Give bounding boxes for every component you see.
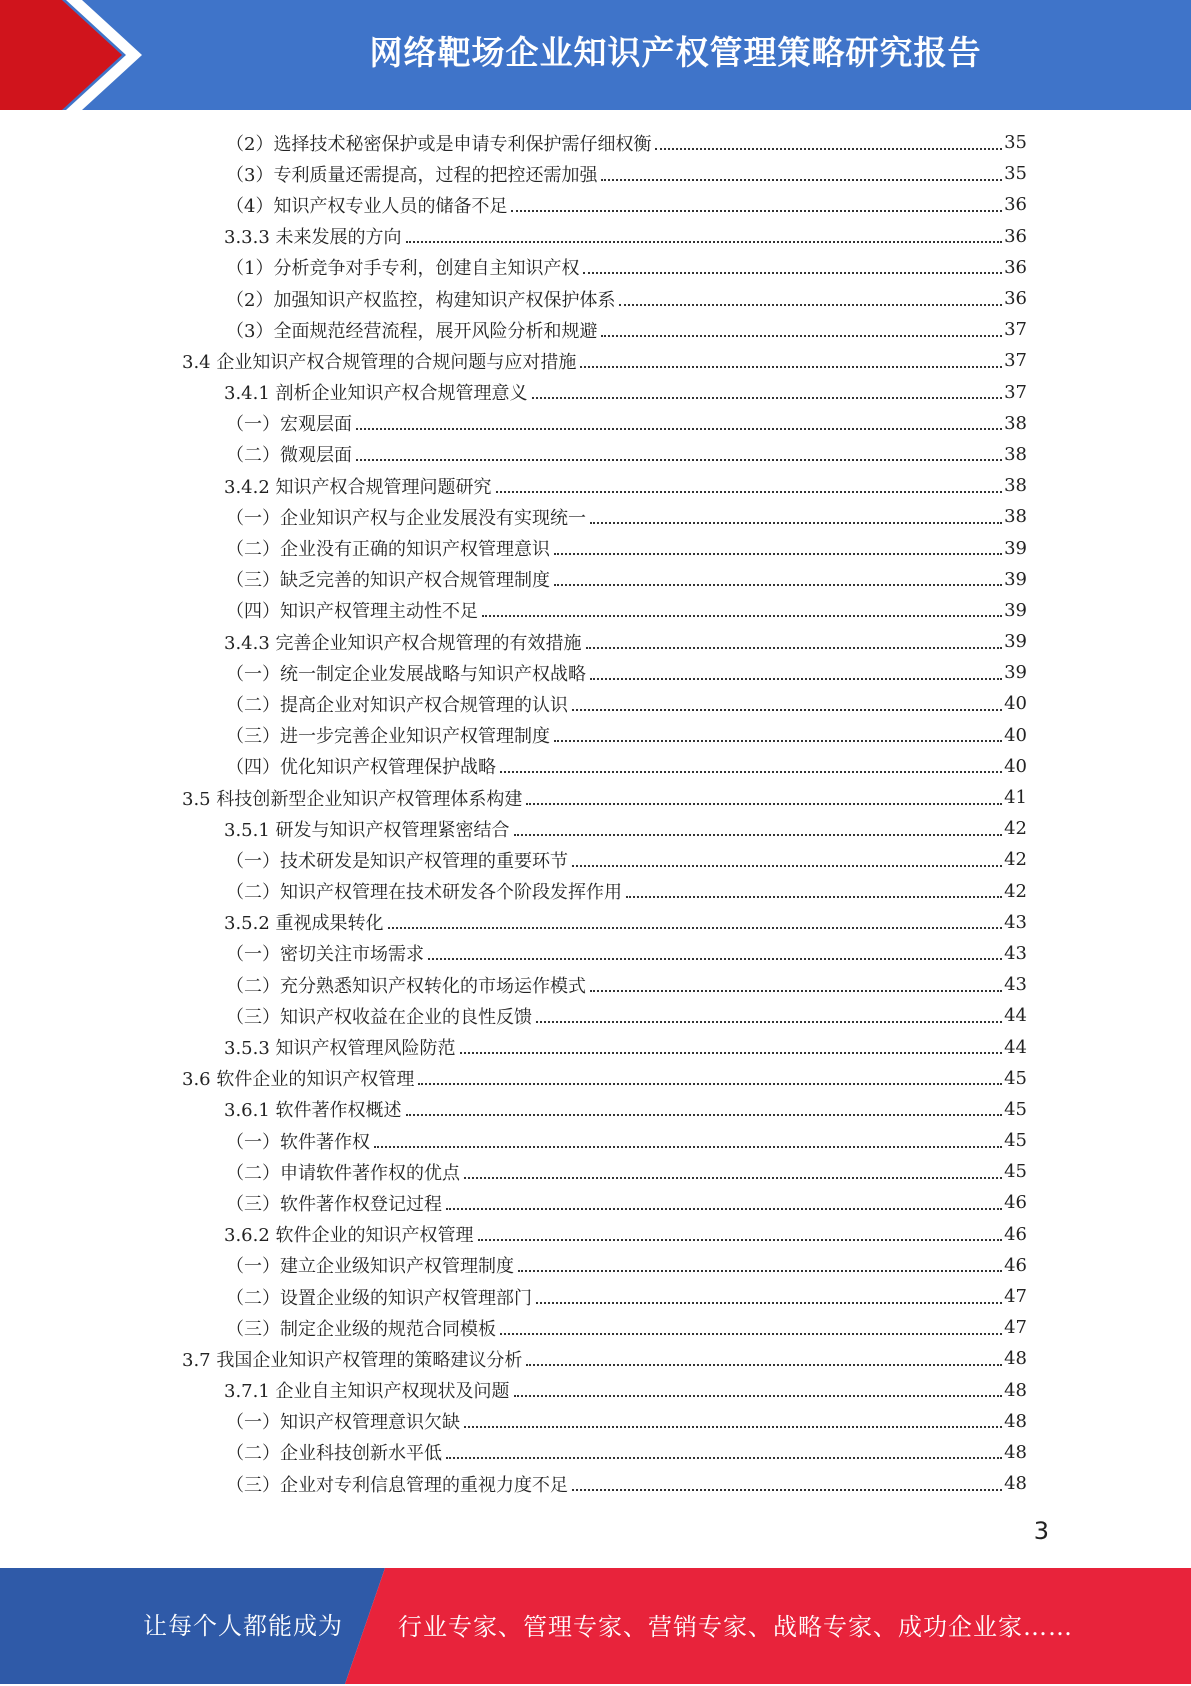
toc-entry-title: 3.4 企业知识产权合规管理的合规问题与应对措施 [182, 351, 577, 373]
toc-dot-leader [518, 1270, 1002, 1272]
toc-entry[interactable] [0, 408, 1027, 439]
toc-entry-title: （3）专利质量还需提高，过程的把控还需加强 [226, 164, 598, 186]
chevron-red-shape [0, 0, 122, 110]
toc-dot-leader [356, 459, 1002, 461]
toc-entry-title: （4）知识产权专业人员的储备不足 [226, 195, 508, 217]
toc-entry-page: 47 [1004, 1286, 1027, 1308]
toc-entry-page: 39 [1004, 568, 1027, 590]
toc-entry[interactable] [0, 907, 1027, 938]
toc-entry-page: 40 [1004, 724, 1027, 746]
toc-dot-leader [406, 241, 1003, 243]
toc-entry[interactable] [0, 969, 1027, 1000]
toc-entry-title: （一）企业知识产权与企业发展没有实现统一 [226, 507, 586, 529]
toc-entry-title: （三）缺乏完善的知识产权合规管理制度 [226, 570, 550, 592]
toc-entry-page: 39 [1004, 631, 1027, 653]
toc-entry-page: 40 [1004, 693, 1027, 715]
toc-dot-leader [428, 958, 1002, 960]
toc-entry-title: （四）知识产权管理主动性不足 [226, 601, 478, 623]
toc-entry[interactable] [0, 1250, 1027, 1281]
toc-entry[interactable] [0, 377, 1027, 408]
toc-dot-leader [590, 990, 1002, 992]
toc-entry-page: 41 [1004, 787, 1027, 809]
toc-dot-leader [388, 927, 1003, 929]
toc-dot-leader [572, 865, 1002, 867]
toc-entry-title: （一）知识产权管理意识欠缺 [226, 1412, 460, 1434]
toc-entry-title: （2）加强知识产权监控，构建知识产权保护体系 [226, 289, 616, 311]
toc-entry-page: 36 [1004, 225, 1027, 247]
toc-entry[interactable] [0, 470, 1027, 501]
toc-dot-leader [526, 1364, 1002, 1366]
toc-entry[interactable] [0, 1406, 1027, 1437]
toc-entry[interactable] [0, 938, 1027, 969]
toc-dot-leader [536, 1302, 1002, 1304]
toc-entry[interactable] [0, 595, 1027, 626]
toc-entry-page: 45 [1004, 1161, 1027, 1183]
toc-entry[interactable] [0, 782, 1027, 813]
toc-entry[interactable] [0, 1000, 1027, 1031]
toc-entry-title: （1）分析竞争对手专利，创建自主知识产权 [226, 258, 580, 280]
toc-entry-page: 42 [1004, 849, 1027, 871]
toc-entry-title: （一）密切关注市场需求 [226, 944, 424, 966]
footer-banner [0, 1568, 1191, 1684]
toc-entry-title: （三）进一步完善企业知识产权管理制度 [226, 726, 550, 748]
toc-entry[interactable] [0, 1343, 1027, 1374]
toc-entry[interactable] [0, 1063, 1027, 1094]
toc-entry-page: 48 [1004, 1379, 1027, 1401]
toc-entry-page: 43 [1004, 911, 1027, 933]
toc-entry[interactable] [0, 813, 1027, 844]
toc-entry-page: 44 [1004, 1036, 1027, 1058]
page-number: 3 [1033, 1517, 1049, 1545]
footer-slogan-left: 让每个人都能成为 [143, 1612, 343, 1640]
toc-dot-leader [511, 210, 1002, 212]
toc-entry[interactable] [0, 252, 1027, 283]
toc-entry-page: 40 [1004, 755, 1027, 777]
toc-entry-page: 48 [1004, 1410, 1027, 1432]
toc-entry-page: 38 [1004, 443, 1027, 465]
toc-entry[interactable] [0, 564, 1027, 595]
table-of-contents [0, 127, 1191, 1499]
toc-entry[interactable] [0, 688, 1027, 719]
toc-entry[interactable] [0, 345, 1027, 376]
toc-entry-title: （3）全面规范经营流程，展开风险分析和规避 [226, 320, 598, 342]
header-banner [0, 0, 1191, 110]
toc-dot-leader [554, 584, 1002, 586]
toc-entry-page: 35 [1004, 163, 1027, 185]
toc-entry[interactable] [0, 844, 1027, 875]
toc-dot-leader [626, 896, 1002, 898]
toc-dot-leader [374, 1146, 1002, 1148]
toc-dot-leader [482, 615, 1002, 617]
toc-dot-leader [500, 771, 1002, 773]
toc-entry[interactable] [0, 1281, 1027, 1312]
toc-dot-leader [500, 1333, 1002, 1335]
footer-slogan-right: 行业专家、管理专家、营销专家、战略专家、成功企业家…… [398, 1613, 1073, 1641]
toc-entry-title: （二）充分熟悉知识产权转化的市场运作模式 [226, 975, 586, 997]
toc-dot-leader [601, 179, 1002, 181]
toc-entry-title: 3.5.1 研发与知识产权管理紧密结合 [224, 819, 510, 841]
toc-dot-leader [464, 1426, 1002, 1428]
toc-entry[interactable] [0, 1312, 1027, 1343]
toc-entry-title: 3.4.3 完善企业知识产权合规管理的有效措施 [224, 632, 582, 654]
toc-entry[interactable] [0, 1219, 1027, 1250]
toc-dot-leader [446, 1208, 1002, 1210]
toc-entry[interactable] [0, 1094, 1027, 1125]
toc-entry[interactable] [0, 127, 1027, 158]
toc-entry-page: 46 [1004, 1254, 1027, 1276]
toc-entry[interactable] [0, 1375, 1027, 1406]
toc-entry-title: （一）软件著作权 [226, 1131, 370, 1153]
toc-entry-page: 45 [1004, 1130, 1027, 1152]
toc-entry-title: 3.6.1 软件著作权概述 [224, 1100, 402, 1122]
toc-entry-page: 47 [1004, 1317, 1027, 1339]
toc-entry-page: 48 [1004, 1473, 1027, 1495]
toc-dot-leader [446, 1457, 1002, 1459]
toc-entry[interactable] [0, 1156, 1027, 1187]
toc-entry-title: （二）企业没有正确的知识产权管理意识 [226, 539, 550, 561]
toc-dot-leader [514, 834, 1003, 836]
toc-dot-leader [356, 428, 1002, 430]
toc-entry-page: 37 [1004, 350, 1027, 372]
toc-entry-page: 37 [1004, 319, 1027, 341]
toc-entry-page: 36 [1004, 256, 1027, 278]
toc-entry-title: （二）企业科技创新水平低 [226, 1443, 442, 1465]
toc-dot-leader [655, 148, 1002, 150]
toc-entry-title: （2）选择技术秘密保护或是申请专利保护需仔细权衡 [226, 133, 652, 155]
toc-entry-title: 3.4.1 剖析企业知识产权合规管理意义 [224, 383, 528, 405]
toc-entry-page: 46 [1004, 1192, 1027, 1214]
toc-entry-title: （三）企业对专利信息管理的重视力度不足 [226, 1474, 568, 1496]
toc-dot-leader [601, 335, 1002, 337]
toc-entry-title: 3.7.1 企业自主知识产权现状及问题 [224, 1381, 510, 1403]
toc-entry-title: （二）申请软件著作权的优点 [226, 1162, 460, 1184]
toc-entry[interactable] [0, 283, 1027, 314]
toc-entry[interactable] [0, 439, 1027, 470]
toc-entry[interactable] [0, 189, 1027, 220]
toc-entry-title: （二）设置企业级的知识产权管理部门 [226, 1287, 532, 1309]
toc-entry[interactable] [0, 501, 1027, 532]
toc-entry-title: 3.6 软件企业的知识产权管理 [182, 1069, 415, 1091]
toc-dot-leader [496, 491, 1003, 493]
toc-entry-page: 39 [1004, 537, 1027, 559]
toc-entry-page: 37 [1004, 381, 1027, 403]
toc-entry-title: 3.4.2 知识产权合规管理问题研究 [224, 476, 492, 498]
toc-dot-leader [619, 304, 1002, 306]
toc-entry-page: 35 [1004, 132, 1027, 154]
toc-entry[interactable] [0, 1187, 1027, 1218]
toc-dot-leader [478, 1239, 1003, 1241]
toc-entry[interactable] [0, 532, 1027, 563]
toc-entry-page: 39 [1004, 599, 1027, 621]
report-title: 网络靶场企业知识产权管理策略研究报告 [369, 33, 982, 72]
toc-entry-title: （三）软件著作权登记过程 [226, 1193, 442, 1215]
toc-entry[interactable] [0, 751, 1027, 782]
toc-entry[interactable] [0, 1437, 1027, 1468]
toc-dot-leader [590, 678, 1002, 680]
toc-entry-page: 46 [1004, 1223, 1027, 1245]
toc-entry-title: 3.3.3 未来发展的方向 [224, 227, 402, 249]
toc-entry-title: （二）知识产权管理在技术研发各个阶段发挥作用 [226, 882, 622, 904]
toc-dot-leader [406, 1114, 1003, 1116]
toc-entry-title: （一）统一制定企业发展战略与知识产权战略 [226, 663, 586, 685]
toc-entry-title: 3.5.3 知识产权管理风险防范 [224, 1038, 456, 1060]
toc-entry[interactable] [0, 1468, 1027, 1499]
toc-dot-leader [586, 647, 1003, 649]
toc-entry-page: 44 [1004, 1005, 1027, 1027]
toc-entry-title: 3.6.2 软件企业的知识产权管理 [224, 1225, 474, 1247]
toc-entry-page: 39 [1004, 662, 1027, 684]
toc-dot-leader [554, 740, 1002, 742]
toc-entry-title: 3.5 科技创新型企业知识产权管理体系构建 [182, 788, 523, 810]
toc-entry-page: 43 [1004, 974, 1027, 996]
toc-entry-title: （一）技术研发是知识产权管理的重要环节 [226, 850, 568, 872]
chevron-logo-icon [0, 0, 160, 110]
toc-entry-title: （一）建立企业级知识产权管理制度 [226, 1256, 514, 1278]
toc-entry-title: 3.7 我国企业知识产权管理的策略建议分析 [182, 1349, 523, 1371]
toc-entry-title: （三）制定企业级的规范合同模板 [226, 1318, 496, 1340]
toc-entry-page: 36 [1004, 194, 1027, 216]
toc-dot-leader [460, 1052, 1003, 1054]
toc-dot-leader [514, 1395, 1003, 1397]
toc-entry[interactable] [0, 221, 1027, 252]
toc-dot-leader [572, 709, 1002, 711]
toc-dot-leader [536, 1021, 1002, 1023]
toc-entry[interactable] [0, 657, 1027, 688]
toc-dot-leader [526, 803, 1002, 805]
toc-dot-leader [580, 366, 1002, 368]
toc-entry-title: （二）微观层面 [226, 445, 352, 467]
toc-dot-leader [464, 1177, 1002, 1179]
toc-dot-leader [418, 1083, 1002, 1085]
toc-entry-title: （四）优化知识产权管理保护战略 [226, 757, 496, 779]
toc-entry-page: 42 [1004, 818, 1027, 840]
toc-entry-page: 38 [1004, 506, 1027, 528]
toc-dot-leader [583, 272, 1002, 274]
toc-entry-page: 38 [1004, 475, 1027, 497]
toc-dot-leader [572, 1489, 1002, 1491]
toc-entry-page: 45 [1004, 1098, 1027, 1120]
toc-entry[interactable] [0, 1125, 1027, 1156]
toc-entry-page: 48 [1004, 1441, 1027, 1463]
toc-entry[interactable] [0, 720, 1027, 751]
toc-entry-page: 36 [1004, 288, 1027, 310]
toc-dot-leader [590, 522, 1002, 524]
toc-dot-leader [532, 397, 1003, 399]
toc-entry[interactable] [0, 1031, 1027, 1062]
toc-entry-title: （三）知识产权收益在企业的良性反馈 [226, 1006, 532, 1028]
toc-entry[interactable] [0, 876, 1027, 907]
toc-entry-page: 38 [1004, 412, 1027, 434]
toc-entry-page: 45 [1004, 1067, 1027, 1089]
toc-entry[interactable] [0, 158, 1027, 189]
toc-entry-page: 48 [1004, 1348, 1027, 1370]
toc-entry-title: （一）宏观层面 [226, 414, 352, 436]
toc-entry[interactable] [0, 626, 1027, 657]
toc-entry-title: （二）提高企业对知识产权合规管理的认识 [226, 694, 568, 716]
toc-entry-title: 3.5.2 重视成果转化 [224, 913, 384, 935]
toc-entry[interactable] [0, 314, 1027, 345]
toc-entry-page: 42 [1004, 880, 1027, 902]
toc-dot-leader [554, 553, 1002, 555]
toc-entry-page: 43 [1004, 942, 1027, 964]
